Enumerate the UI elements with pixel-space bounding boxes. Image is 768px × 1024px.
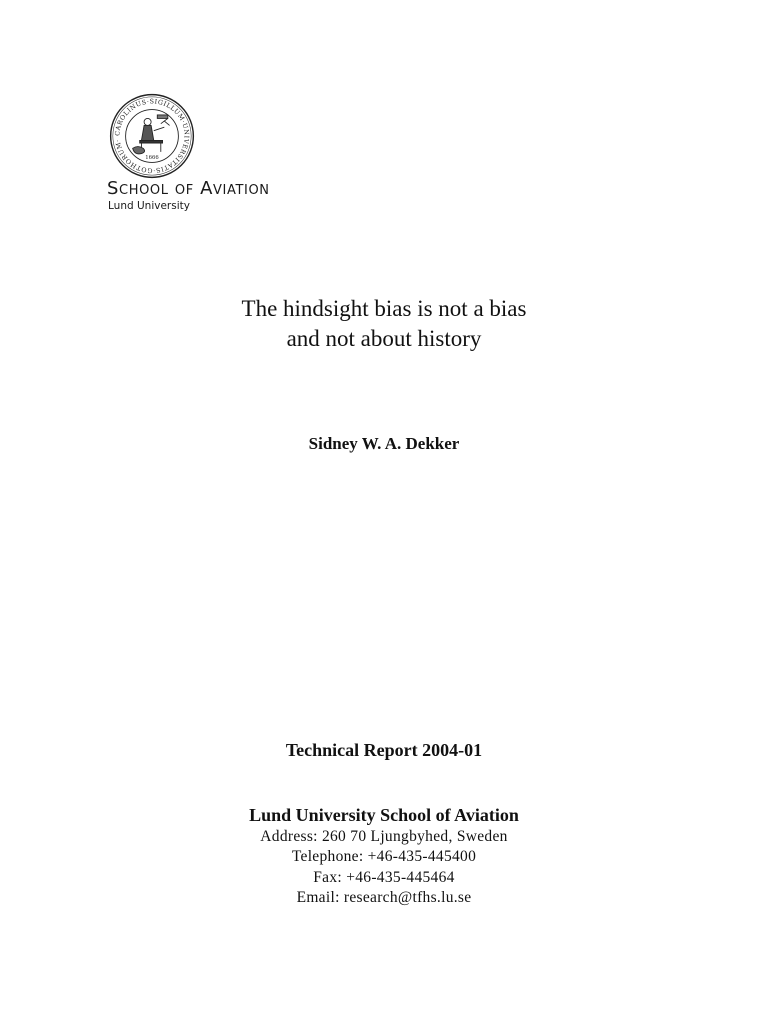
address-line: Address: 260 70 Ljungbyhed, Sweden <box>260 828 508 845</box>
fax-line: Fax: +46-435-445464 <box>313 868 455 886</box>
title-line-1: The hindsight bias is not a bias <box>241 296 527 321</box>
seal-year: 1666 <box>145 154 159 161</box>
university-seal <box>108 92 196 180</box>
seal-ring-text: CAROLINUS·SIGILLUM·UNIVERSITATIS·GOTHORUM· <box>114 98 190 174</box>
author-name: Sidney W. A. Dekker <box>308 434 460 453</box>
logo-school-name <box>107 178 270 199</box>
institution-logo <box>106 92 311 214</box>
logo-university-name: Lund University <box>108 200 190 212</box>
contact-block <box>0 803 768 908</box>
document-title <box>0 294 768 354</box>
title-line-2: and not about history <box>286 326 482 351</box>
email-line: Email: research@tfhs.lu.se <box>296 888 472 906</box>
telephone-line: Telephone: +46-435-445400 <box>291 848 477 866</box>
report-number: Technical Report 2004-01 <box>285 740 483 760</box>
logo-school-text: School of Aviation <box>107 178 270 199</box>
organization-name: Lund University School of Aviation <box>249 805 519 825</box>
